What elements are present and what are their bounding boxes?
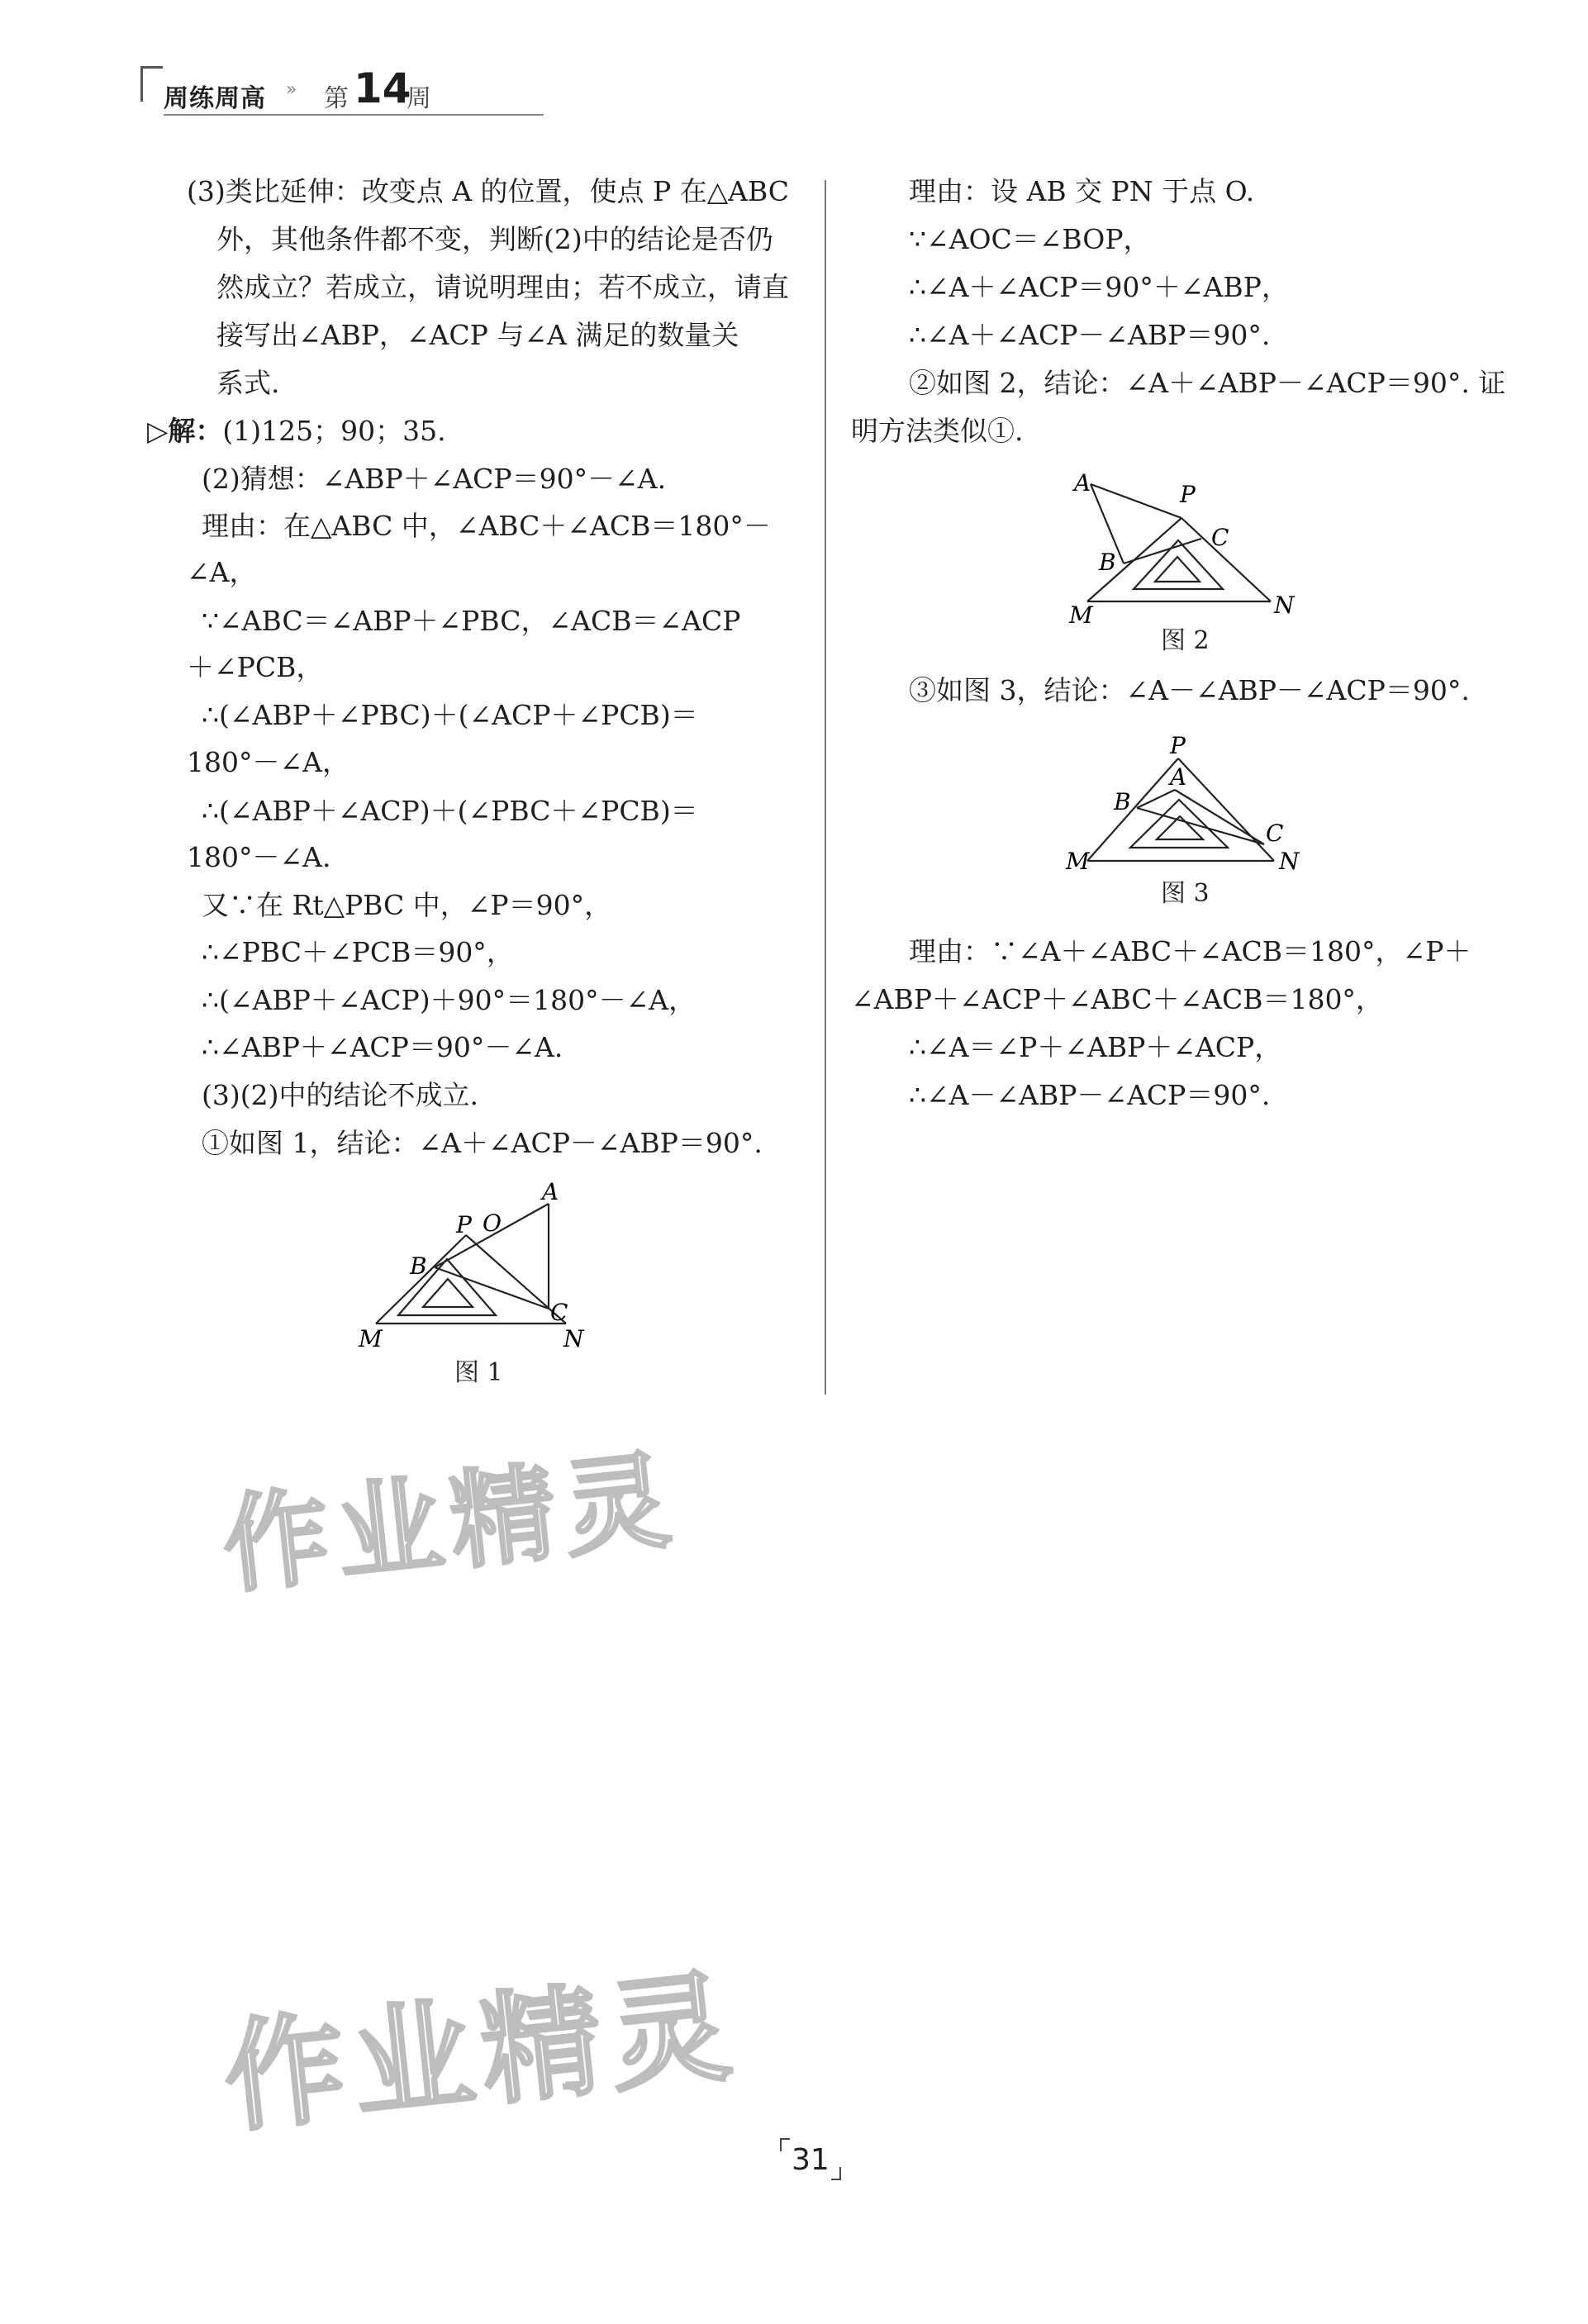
header-week-prefix: 第: [324, 84, 349, 113]
fig2-inner-triangle-inner: [1155, 557, 1200, 582]
right-line-1: 理由：设 AB 交 PN 于点 O.: [909, 175, 1255, 207]
fig3-label-N: N: [1279, 848, 1300, 875]
header-corner-mark: [140, 66, 163, 102]
solution-line-9: ∴(∠ABP＋∠ACP)＋(∠PBC＋∠PCB)＝: [202, 795, 698, 827]
right-line-2: ∵∠AOC＝∠BOP，: [909, 223, 1151, 255]
solution-line-7: ∴(∠ABP＋∠PBC)＋(∠ACP＋∠PCB)＝: [202, 699, 698, 731]
fig1-line-BC: [435, 1267, 549, 1309]
right-line-6: 明方法类似①.: [851, 415, 1024, 447]
fig1-label-A: A: [542, 1181, 559, 1205]
header-arrows: »: [286, 79, 297, 100]
fig3-label-C: C: [1266, 820, 1284, 847]
figure-1: [347, 1181, 603, 1363]
fig3-inner-triangle-outer: [1130, 800, 1228, 848]
solution-line-4: ∠A，: [187, 556, 257, 588]
solution-line-2: (2)猜想：∠ABP＋∠ACP＝90°－∠A.: [202, 463, 667, 495]
solution-line-3: 理由：在△ABC 中，∠ABC＋∠ACB＝180°－: [202, 510, 771, 542]
q3-line-4: 接写出∠ABP，∠ACP 与∠A 满足的数量关: [216, 319, 739, 351]
solution-line-11: 又∵在 Rt△PBC 中，∠P＝90°，: [202, 889, 612, 921]
q3-line-5: 系式.: [216, 367, 280, 399]
solution-answer-1: (1)125；90；35.: [222, 415, 446, 447]
fig1-label-N: N: [563, 1325, 584, 1352]
page-number-bracket-right: [831, 2167, 841, 2180]
solution-line-12: ∴∠PBC＋∠PCB＝90°，: [202, 936, 514, 968]
fig3-label-B: B: [1114, 788, 1131, 815]
column-divider: [825, 180, 826, 1395]
fig1-caption: 图 1: [454, 1358, 503, 1387]
solution-line-15: (3)(2)中的结论不成立.: [202, 1079, 478, 1111]
figure-2: [1058, 471, 1322, 628]
fig3-label-A: A: [1170, 763, 1187, 791]
fig3-caption: 图 3: [1161, 879, 1210, 908]
right-line-8: 理由：∵∠A＋∠ABC＋∠ACB＝180°，∠P＋: [909, 935, 1472, 967]
page-number-bracket-left: [780, 2138, 790, 2151]
fig1-inner-triangle-inner: [423, 1279, 473, 1307]
fig2-label-B: B: [1099, 549, 1116, 576]
right-line-10: ∴∠A＝∠P＋∠ABP＋∠ACP，: [909, 1031, 1282, 1063]
fig1-label-C: C: [550, 1299, 568, 1326]
header-week-number: 14: [354, 64, 411, 112]
solution-line-14: ∴∠ABP＋∠ACP＝90°－∠A.: [202, 1031, 563, 1063]
solution-line-13: ∴(∠ABP＋∠ACP)＋90°＝180°－∠A，: [202, 984, 697, 1016]
fig2-label-C: C: [1211, 524, 1229, 551]
watermark-2: 作业精灵: [217, 1956, 745, 2150]
watermark-1: 作业精灵: [217, 1438, 684, 1609]
right-line-5: ②如图 2，结论：∠A＋∠ABP－∠ACP＝90°. 证: [909, 367, 1506, 399]
fig2-caption: 图 2: [1161, 626, 1210, 655]
q3-line-3: 然成立？若成立，请说明理由；若不成立，请直: [216, 271, 789, 303]
solution-line-10: 180°－∠A.: [187, 841, 331, 873]
fig1-label-O: O: [483, 1210, 502, 1237]
page-header: [140, 64, 570, 117]
fig1-label-M: M: [359, 1325, 383, 1352]
right-line-7: ③如图 3，结论：∠A－∠ABP－∠ACP＝90°.: [909, 674, 1470, 706]
solution-line-16: ①如图 1，结论：∠A＋∠ACP－∠ABP＝90°.: [202, 1127, 763, 1159]
solution-line-8: 180°－∠A，: [187, 746, 349, 778]
fig3-label-P: P: [1170, 734, 1186, 759]
right-line-4: ∴∠A＋∠ACP－∠ABP＝90°.: [909, 319, 1271, 351]
fig1-label-P: P: [456, 1211, 472, 1238]
q3-line-1: (3)类比延伸：改变点 A 的位置，使点 P 在△ABC: [187, 175, 790, 207]
right-line-3: ∴∠A＋∠ACP＝90°＋∠ABP，: [909, 271, 1289, 303]
figure-3: [1049, 734, 1322, 882]
q3-line-2: 外，其他条件都不变，判断(2)中的结论是否仍: [216, 223, 773, 255]
fig2-label-N: N: [1274, 592, 1295, 619]
right-line-11: ∴∠A－∠ABP－∠ACP＝90°.: [909, 1079, 1271, 1111]
solution-line-5: ∵∠ABC＝∠ABP＋∠PBC，∠ACB＝∠ACP: [202, 605, 741, 637]
fig2-label-A: A: [1074, 471, 1091, 497]
solution-marker: ▷解：: [147, 415, 223, 447]
right-line-9: ∠ABP＋∠ACP＋∠ABC＋∠ACB＝180°，: [851, 983, 1383, 1015]
page-number: [792, 2143, 830, 2177]
fig2-line-AP: [1091, 484, 1181, 518]
fig2-line-BC: [1124, 539, 1201, 563]
fig3-line-AC: [1175, 790, 1264, 844]
fig2-label-P: P: [1180, 481, 1196, 508]
page-number-text: 31: [792, 2143, 830, 2177]
header-week-suffix: 周: [407, 84, 431, 113]
header-rule: [164, 114, 544, 116]
header-brand: 周练周高: [164, 84, 266, 113]
fig2-label-M: M: [1069, 601, 1093, 628]
fig1-label-B: B: [410, 1252, 427, 1280]
solution-line-6: ＋∠PCB，: [187, 651, 324, 683]
fig3-label-M: M: [1066, 848, 1090, 875]
solution-line-1: [147, 415, 446, 448]
